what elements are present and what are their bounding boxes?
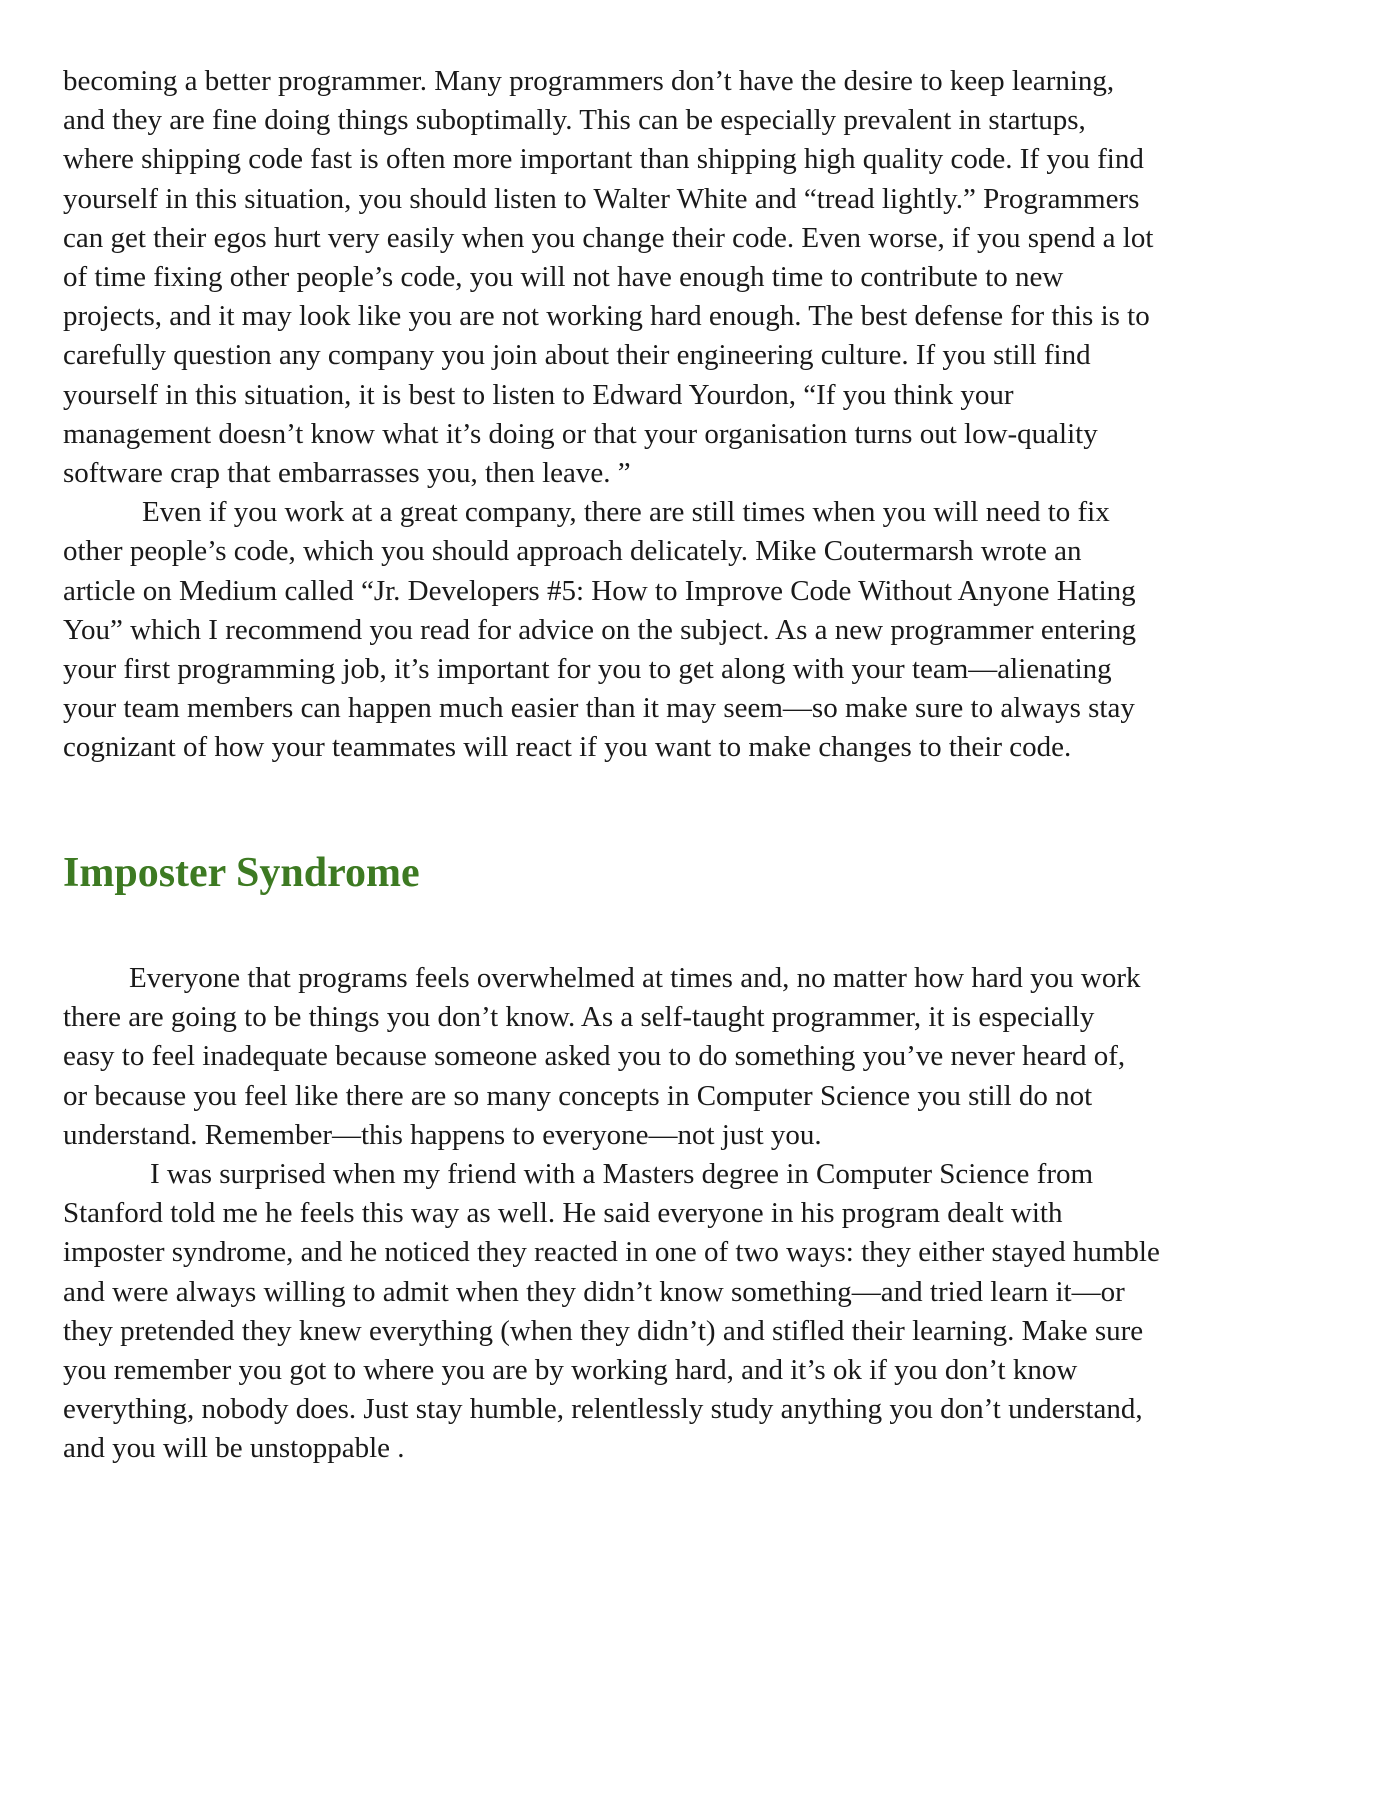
paragraph-body: becoming a better programmer. Many programmers don’t have the desire to keep learning, and they are fine doing things suboptimally. This can be especially prevalent in startups, where shipping code fast is often more important than shipping high quality code. If you find yourself in this situation, you should listen to Walter White and “tread lightly.” Programmers can get their egos hurt very easily when you change their code. Even worse, if you spend a lot of time fixing other people’s code, you will not have enough time to contribute to new projects, and it may look like you are not working hard enough. The best defense for this is to carefully question any company you join about their engineering culture. If you still find yourself in this situation, it is best to listen to Edward Yourdon, “If you think your management doesn’t know what it’s doing or that your organisation turns out low-quality software crap that embarrasses you, then leave. ”	[63, 65, 1154, 490]
paragraph-body: Even if you work at a great company, there are still times when you will need to fix other people’s code, which you should approach delicately. Mike Coutermarsh wrote an article on Medium called “Jr. Developers #5: How to Improve Code Without Anyone Hating You” which I recommend you read for advice on the subject. As a new programmer entering your first programming job, it’s important for you to get along with your team—alienating your team members can happen much easier than it may seem—so make sure to always stay cognizant of how your teammates will react if you want to make changes to their code.	[63, 496, 1136, 764]
section-engineering-culture	[63, 62, 1338, 768]
section-imposter-syndrome	[63, 959, 1338, 1469]
paragraph-body: I was surprised when my friend with a Masters degree in Computer Science from Stanford told me he feels this way as well. He said everyone in his program dealt with imposter syndrome, and he noticed they reacted in one of two ways: they either stayed humble and were always willing to admit when they didn’t know something—and tried learn it—or they pretended they knew everything (when they didn’t) and stifled their learning. Make sure you remember you got to where you are by working hard, and it’s ok if you don’t know everything, nobody does. Just stay humble, relentlessly study anything you don’t understand, and you will be unstoppable .	[63, 1158, 1160, 1465]
section-heading: Imposter Syndrome	[63, 850, 420, 896]
paragraph-body: Everyone that programs feels overwhelmed at times and, no matter how hard you work there are going to be things you don’t know. As a self-taught programmer, it is especially easy to feel inadequate because someone asked you to do something you’ve never heard of, or because you feel like there are so many concepts in Computer Science you still do not understand. Remember—this happens to everyone—not just you.	[63, 962, 1141, 1151]
